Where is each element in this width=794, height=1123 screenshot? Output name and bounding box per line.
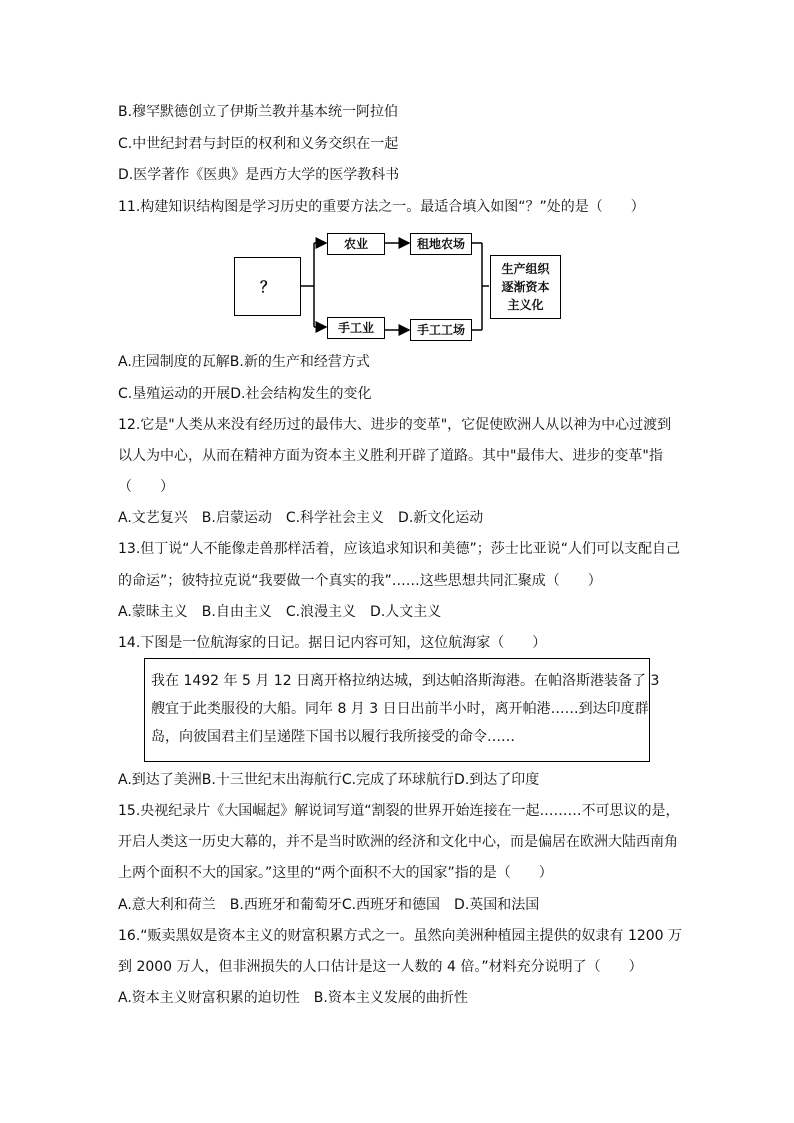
result-line-1: 生产组织 — [501, 262, 550, 276]
q15-line-1: 15.央视纪录片《大国崛起》解说词写道“割裂的世界开始连接在一起………不可思议的是， — [118, 803, 680, 819]
q12-options: A.文艺复兴 B.启蒙运动 C.科学社会主义 D.新文化运动 — [118, 510, 484, 526]
q11-stem: 11.构建知识结构图是学习历史的重要方法之一。最适合填入如图“？”处的是（ ） — [118, 199, 645, 215]
q16-options: A.资本主义财富积累的迫切性 B.资本主义发展的曲折性 — [118, 990, 468, 1006]
q14-options: A.到达了美洲B.十三世纪末出海航行C.完成了环球航行D.到达了印度 — [118, 772, 540, 788]
handicraft-box: 手工业 — [327, 317, 385, 339]
q13-line-1: 13.但丁说“人不能像走兽那样活着，应该追求知识和美德”；莎士比亚说“人们可以支配自己 — [118, 541, 681, 557]
result-line-2: 逐渐资本 — [501, 280, 550, 294]
q13-options: A.蒙昧主义 B.自由主义 C.浪漫主义 D.人文主义 — [118, 604, 442, 620]
q10-option-d: D.医学著作《医典》是西方大学的医学教科书 — [118, 167, 400, 183]
unknown-box: ？ — [234, 257, 301, 316]
knowledge-structure-diagram — [230, 229, 565, 346]
q15-options: A.意大利和荷兰 B.西班牙和葡萄牙C.西班牙和德国 D.英国和法国 — [118, 897, 540, 913]
q10-option-b: B.穆罕默德创立了伊斯兰教并基本统一阿拉伯 — [118, 104, 399, 120]
q16-line-2: 到 2000 万人，但非洲损失的人口估计是这一人数的 4 倍。”材料充分说明了（ ） — [118, 959, 643, 975]
q15-line-2: 开启人类这一历史大幕的，并不是当时欧洲的经济和文化中心，而是偏居在欧洲大陆西南角 — [118, 834, 678, 850]
q11-options-2: C.垦殖运动的开展D.社会结构发生的变化 — [118, 386, 372, 402]
result-box — [490, 255, 561, 319]
agriculture-box: 农业 — [327, 233, 385, 255]
result-line-3: 主义化 — [507, 298, 544, 312]
q11-options-1: A.庄园制度的瓦解B.新的生产和经营方式 — [118, 354, 370, 370]
diary-line-3: 岛，向彼国君主们呈递陛下国书以履行我所接受的命令…… — [151, 729, 515, 745]
q13-line-2: 的命运”；彼特拉克说“我要做一个真实的我”……这些思想共同汇聚成（ ） — [118, 573, 602, 589]
workshop-box: 手工工场 — [410, 319, 472, 341]
q16-line-1: 16.“贩卖黑奴是资本主义的财富积累方式之一。虽然向美洲种植园主提供的奴隶有 1200 万 — [118, 928, 683, 944]
leased-farm-box: 租地农场 — [410, 233, 472, 255]
q14-stem: 14.下图是一位航海家的日记。据日记内容可知，这位航海家（ ） — [118, 635, 547, 651]
diary-line-1: 我在 1492 年 5 月 12 日离开格拉纳达城，到达帕洛斯海港。在帕洛斯港装备了 3 — [151, 673, 660, 689]
diary-line-2: 艘宜于此类服役的大船。同年 8 月 3 日日出前半小时，离开帕港……到达印度群 — [151, 701, 649, 717]
q10-option-c: C.中世纪封君与封臣的权利和义务交织在一起 — [118, 136, 399, 152]
navigator-diary-box — [144, 658, 660, 762]
q12-line-1: 12.它是"人类从来没有经历过的最伟大、进步的变革"，它促使欧洲人从以神为中心过渡到 — [118, 417, 672, 433]
q12-line-2: 以人为中心，从而在精神方面为资本主义胜利开辟了道路。其中"最伟大、进步的变革"指 — [118, 448, 663, 464]
q12-line-3: （ ） — [118, 479, 174, 495]
q15-line-3: 上两个面积不大的国家。”这里的“两个面积不大的国家”指的是（ ） — [118, 865, 553, 881]
